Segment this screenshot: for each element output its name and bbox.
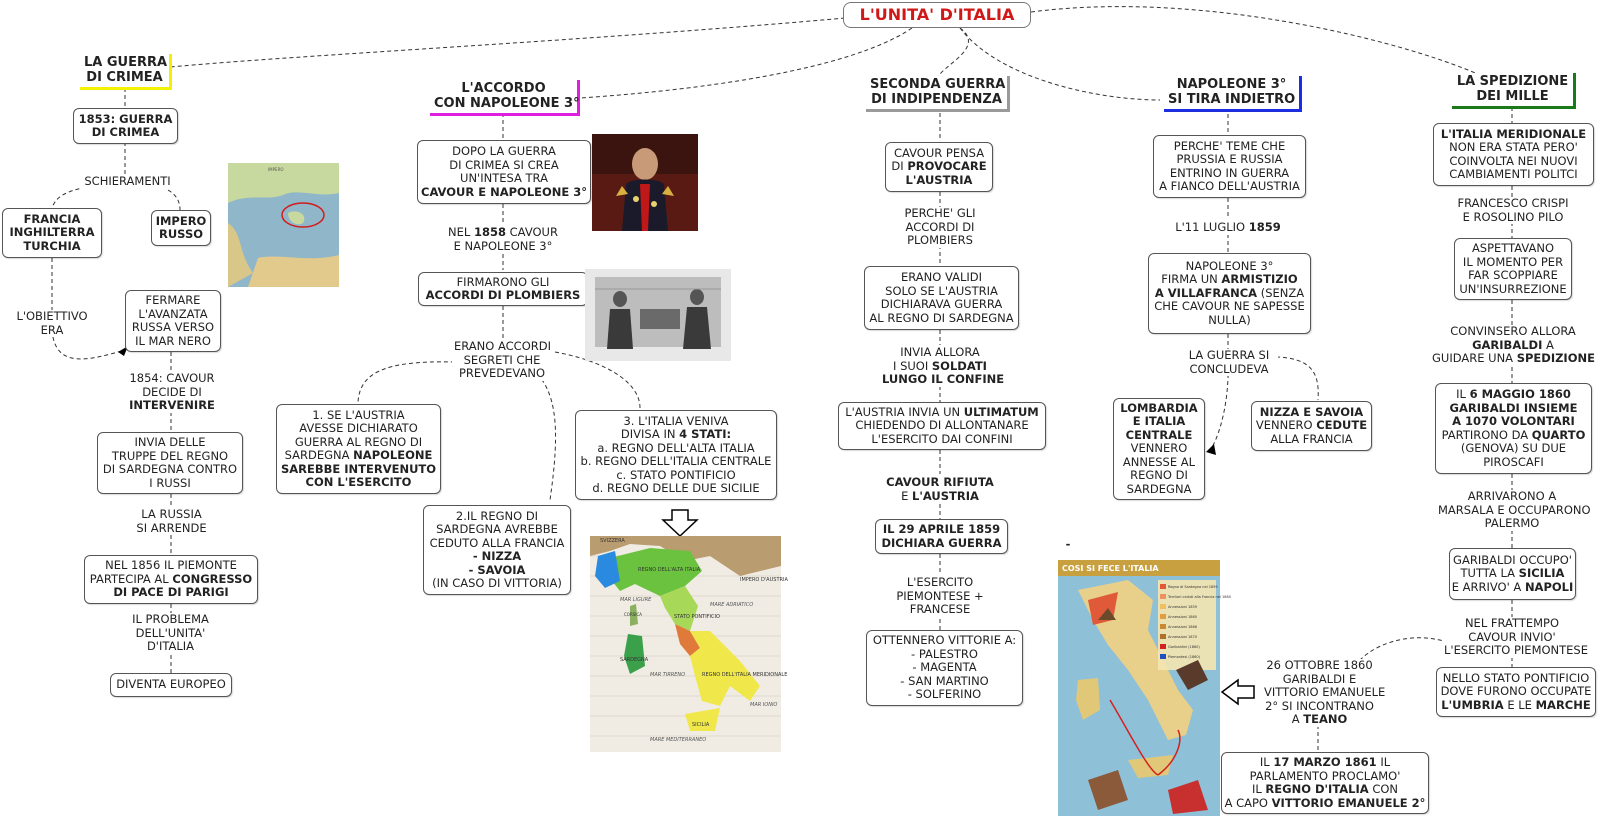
svg-text:Annessioni 1859: Annessioni 1859	[1168, 605, 1197, 609]
node-francia-inghilterra-turchia[interactable]: FRANCIA INGHILTERRA TURCHIA	[2, 208, 102, 258]
label-cavour-decide: 1854: CAVOUR DECIDE DI INTERVENIRE	[118, 372, 226, 413]
svg-text:MAR IONIO: MAR IONIO	[750, 702, 778, 708]
label-nel-frattempo: NEL FRATTEMPO CAVOUR INVIO' L'ESERCITO PIEMONTESE	[1444, 616, 1588, 657]
header-guerra-crimea[interactable]: LA GUERRA DI CRIMEA	[80, 54, 172, 90]
label-marsala-palermo: ARRIVARONO A MARSALA E OCCUPARONO PALERMO	[1438, 489, 1591, 530]
node-congresso-parigi[interactable]: NEL 1856 IL PIEMONTE PARTECIPA AL CONGRESSO DI PACE DI PARIGI	[84, 555, 258, 604]
label-nel-1858: NEL 1858 CAVOUR E NAPOLEONE 3°	[440, 226, 566, 253]
label-obiettivo: L'OBIETTIVO ERA	[10, 310, 94, 337]
node-punto-2-sardegna[interactable]: 2.IL REGNO DI SARDEGNA AVREBBE CEDUTO ALLA FRANCIA - NIZZA - SAVOIA (IN CASO DI VITTORIA)	[423, 505, 571, 595]
label-schieramenti: SCHIERAMENTI	[80, 175, 175, 189]
node-erano-validi[interactable]: ERANO VALIDI SOLO SE L'AUSTRIA DICHIARAVA GUERRA AL REGNO DI SARDEGNA	[864, 266, 1019, 330]
node-armistizio-villafranca[interactable]: NAPOLEONE 3° FIRMA UN ARMISTIZIO A VILLAFRANCA (SENZA CHE CAVOUR NE SAPESSE NULLA)	[1148, 253, 1311, 334]
node-dopo-guerra-intesa[interactable]: DOPO LA GUERRA DI CRIMEA SI CREA UN'INTESA TRA CAVOUR E NAPOLEONE 3°	[417, 140, 591, 204]
label-russia-arrende: LA RUSSIA SI ARRENDE	[124, 508, 219, 535]
label-guerra-concludeva: LA GUERRA SI CONCLUDEVA	[1180, 349, 1278, 376]
svg-text:MAR LIGURE: MAR LIGURE	[620, 597, 652, 603]
plombiers-meeting-image	[585, 269, 731, 361]
node-impero-russo[interactable]: IMPERO RUSSO	[151, 210, 211, 246]
header-accordo-napoleone[interactable]: L'ACCORDO CON NAPOLEONE 3°	[430, 80, 580, 116]
svg-text:SICILIA: SICILIA	[692, 722, 710, 728]
node-1853-guerra-crimea[interactable]: 1853: GUERRA DI CRIMEA	[73, 108, 178, 144]
svg-text:IMPERO: IMPERO	[268, 167, 284, 172]
black-sea-map-image	[228, 163, 339, 287]
node-ultimatum[interactable]: L'AUSTRIA INVIA UN ULTIMATUM CHIEDENDO DI ALLONTANARE L'ESERCITO DAI CONFINI	[838, 402, 1046, 450]
label-cavour-rifiuta: CAVOUR RIFIUTA E L'AUSTRIA	[880, 476, 1000, 503]
node-italia-meridionale[interactable]: L'ITALIA MERIDIONALE NON ERA STATA PERO' COINVOLTA NEI NUOVI CAMBIAMENTI POLITCI	[1433, 123, 1594, 186]
caption-dash: -	[1065, 537, 1071, 551]
svg-text:MAR TIRRENO: MAR TIRRENO	[650, 672, 686, 678]
header-spedizione-mille[interactable]: LA SPEDIZIONE DEI MILLE	[1452, 73, 1576, 109]
node-sicilia-napoli[interactable]: GARIBALDI OCCUPO' TUTTA LA SICILIA E ARRIVO' A NAPOLI	[1449, 548, 1576, 600]
label-11-luglio-1859: L'11 LUGLIO 1859	[1170, 221, 1286, 235]
svg-text:Annessioni 1870: Annessioni 1870	[1168, 635, 1197, 639]
node-invia-truppe[interactable]: INVIA DELLE TRUPPE DEL REGNO DI SARDEGNA CONTRO I RUSSI	[97, 432, 243, 494]
svg-text:REGNO DELL'ALTA ITALIA: REGNO DELL'ALTA ITALIA	[638, 567, 701, 573]
svg-text:STATO PONTIFICIO: STATO PONTIFICIO	[674, 614, 720, 620]
node-teme-prussia-russia[interactable]: PERCHE' TEME CHE PRUSSIA E RUSSIA ENTRINO IN GUERRA A FIANCO DELL'AUSTRIA	[1153, 135, 1306, 198]
svg-text:SVIZZERA: SVIZZERA	[600, 538, 625, 544]
node-6-maggio-1860[interactable]: IL 6 MAGGIO 1860 GARIBALDI INSIEME A 1070 VOLONTARI PARTIRONO DA QUARTO (GENOVA) SU DUE PIROSCAFI	[1435, 383, 1592, 474]
napoleon-portrait-image	[592, 134, 698, 231]
node-17-marzo-1861[interactable]: IL 17 MARZO 1861 IL PARLAMENTO PROCLAMO' IL REGNO D'ITALIA CON A CAPO VITTORIO EMANUELE 2°	[1221, 752, 1429, 814]
node-29-aprile-1859[interactable]: IL 29 APRILE 1859 DICHIARA GUERRA	[875, 519, 1008, 554]
svg-text:Regno di Sardegna nel 1859: Regno di Sardegna nel 1859	[1168, 585, 1218, 589]
node-provocare-austria[interactable]: CAVOUR PENSA DI PROVOCARE L'AUSTRIA	[885, 142, 993, 192]
svg-text:MARE MEDITERRANEO: MARE MEDITERRANEO	[650, 737, 707, 743]
node-accordi-plombiers[interactable]: FIRMARONO GLI ACCORDI DI PLOMBIERS	[418, 272, 588, 306]
node-diventa-europeo[interactable]: DIVENTA EUROPEO	[110, 673, 232, 697]
map-title[interactable]: L'UNITA' D'ITALIA	[843, 2, 1031, 28]
svg-text:COSI SI FECE L'ITALIA: COSI SI FECE L'ITALIA	[1062, 564, 1159, 573]
label-26-ottobre-teano: 26 OTTOBRE 1860 GARIBALDI E VITTORIO EMANUELE 2° SI INCONTRANO A TEANO	[1264, 658, 1386, 726]
node-punto-3-quattro-stati[interactable]: 3. L'ITALIA VENIVA DIVISA IN 4 STATI: a. REGNO DELL'ALTA ITALIA b. REGNO DELL'ITALIA CENTRALE c. STATO PONTIFICIO d. REGNO DELLE DUE SICILIE	[575, 410, 777, 500]
svg-text:CORSICA: CORSICA	[624, 612, 642, 617]
svg-text:REGNO DELL'ITALIA MERIDIONALE: REGNO DELL'ITALIA MERIDIONALE	[702, 672, 788, 678]
label-convinsero-garibaldi: CONVINSERO ALLORA GARIBALDI A GUIDARE UNA SPEDIZIONE	[1432, 324, 1595, 365]
header-napoleone-indietro[interactable]: NAPOLEONE 3° SI TIRA INDIETRO	[1164, 76, 1302, 112]
svg-text:Territori ceduti alla Francia: Territori ceduti alla Francia nel 1860	[1168, 595, 1231, 599]
svg-text:Piemontesi (1860): Piemontesi (1860)	[1168, 655, 1201, 659]
node-punto-1-austria[interactable]: 1. SE L'AUSTRIA AVESSE DICHIARATO GUERRA AL REGNO DI SARDEGNA NAPOLEONE SAREBBE INTERVENUTO CON L'ESERCITO	[276, 404, 441, 494]
svg-text:Annessioni 1866: Annessioni 1866	[1168, 625, 1197, 629]
label-perche-accordi: PERCHE' GLI ACCORDI DI PLOMBIERS	[895, 207, 985, 248]
svg-text:IMPERO D'AUSTRIA: IMPERO D'AUSTRIA	[740, 577, 788, 583]
node-fermare-avanzata[interactable]: FERMARE L'AVANZATA RUSSA VERSO IL MAR NERO	[125, 290, 221, 352]
node-vittorie[interactable]: OTTENNERO VITTORIE A: - PALESTRO - MAGENTA - SAN MARTINO - SOLFERINO	[866, 630, 1023, 706]
svg-text:SARDEGNA: SARDEGNA	[620, 657, 649, 663]
header-seconda-guerra[interactable]: SECONDA GUERRA DI INDIPENDENZA	[866, 76, 1010, 112]
italy-four-states-map-image	[590, 536, 788, 752]
label-invia-soldati: INVIA ALLORA I SUOI SOLDATI LUNGO IL CONFINE	[882, 345, 1005, 386]
node-lombardia-annesse[interactable]: LOMBARDIA E ITALIA CENTRALE VENNERO ANNESSE AL REGNO DI SARDEGNA	[1113, 398, 1205, 500]
label-crispi-pilo: FRANCESCO CRISPI E ROSOLINO PILO	[1448, 197, 1578, 224]
label-accordi-segreti: ERANO ACCORDI SEGRETI CHE PREVEDEVANO	[454, 339, 551, 380]
label-esercito-piemontese: L'ESERCITO PIEMONTESE + FRANCESE	[890, 576, 990, 617]
node-aspettavano[interactable]: ASPETTAVANO IL MOMENTO PER FAR SCOPPIARE UN'INSURREZIONE	[1454, 238, 1572, 300]
svg-text:Garibaldini (1860): Garibaldini (1860)	[1168, 645, 1200, 649]
node-nizza-savoia-cedute[interactable]: NIZZA E SAVOIA VENNERO CEDUTE ALLA FRANCIA	[1251, 401, 1372, 451]
label-problema-unita: IL PROBLEMA DELL'UNITA' D'ITALIA	[118, 613, 223, 654]
svg-text:MARE ADRIATICO: MARE ADRIATICO	[710, 602, 754, 608]
node-umbria-marche[interactable]: NELLO STATO PONTIFICIO DOVE FURONO OCCUPATE L'UMBRIA E LE MARCHE	[1436, 667, 1596, 717]
svg-text:Annessioni 1860: Annessioni 1860	[1168, 615, 1197, 619]
cosi-si-fece-italia-image	[1058, 560, 1231, 816]
